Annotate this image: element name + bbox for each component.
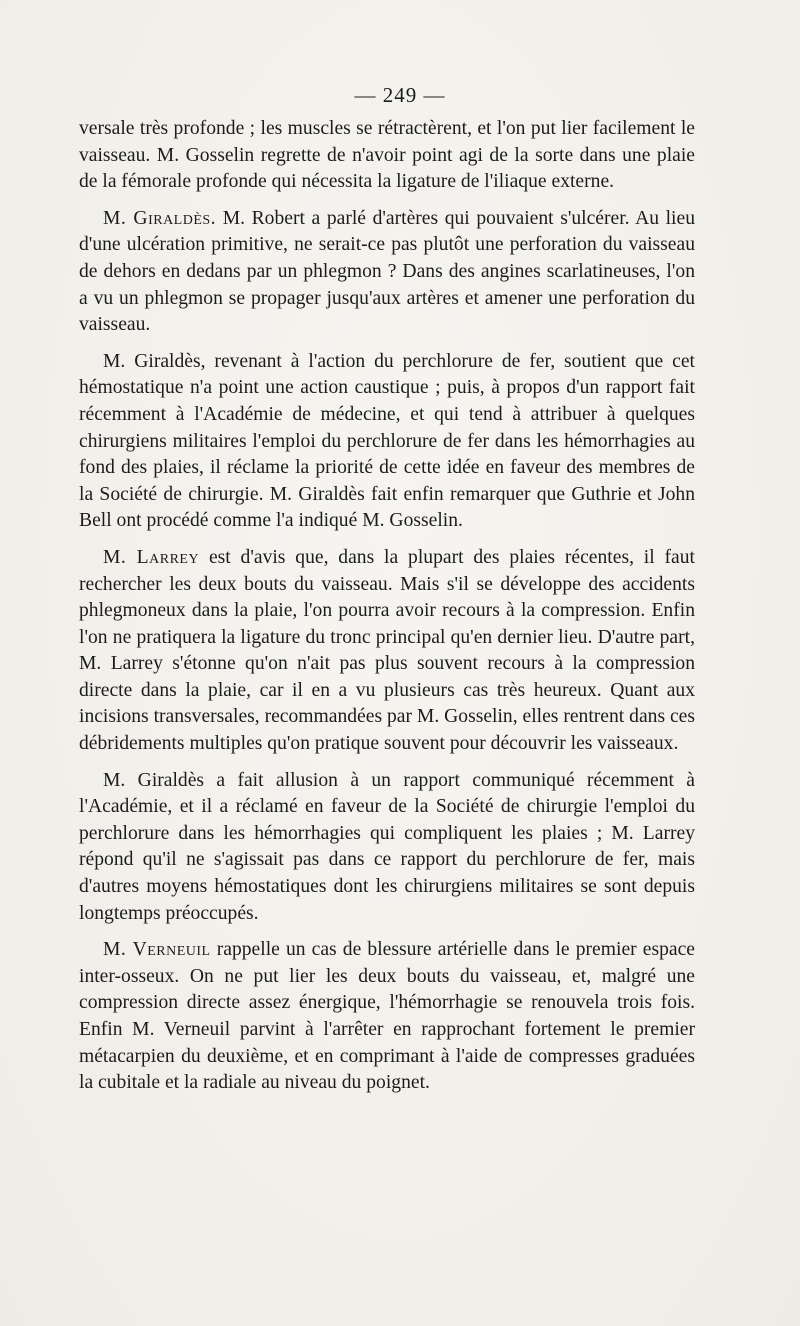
body-text [79,116,695,1107]
paragraph [79,206,695,339]
paragraph [79,116,695,196]
paragraph-text: M. Giraldès, revenant à l'action du perchlorure de fer, soutient que cet hémostatique n'a point une action caustique ; puis, à propos d'un rapport fait récemment à l'Académie de médecine, et qui tend à attribuer à quelques chirurgiens militaires l'emploi du perchlorure de fer dans les hémorrhagies au fond des plaies, il réclame la priorité de cette idée en faveur des membres de la Société de chirurgie. M. Giraldès fait enfin remarquer que Guthrie et John Bell ont procédé comme l'a indiqué M. Gosselin. [79,350,695,532]
speaker-name: M. Verneuil [103,939,211,961]
speaker-name: M. Giraldès. [103,207,217,229]
paragraph-text: est d'avis que, dans la plupart des plaies récentes, il faut rechercher les deux bouts du vaisseau. Mais s'il se développe des accidents phlegmoneux dans la plaie, l'on pourra avoir recours à la compression. Enfin l'on ne pratiquera la ligature du tronc principal qu'en dernier lieu. D'autre part, M. Larrey s'étonne qu'on n'ait pas plus souvent recours à la compression directe dans la plaie, car il en a vu plusieurs cas très heureux. Quant aux incisions transversales, recommandées par M. Gosselin, elles rentrent dans ces débridements multiples qu'on pratique souvent pour découvrir les vaisseaux. [79,546,695,755]
speaker-name: M. Larrey [103,546,200,568]
page-number: — 249 — [354,83,446,107]
paragraph [79,937,695,1097]
paragraph [79,545,695,758]
paragraph-text: M. Giraldès a fait allusion à un rapport communiqué récemment à l'Académie, et il a réclamé en faveur de la Société de chirurgie l'emploi du perchlorure dans les hémorrhagies qui compliquent les plaies ; M. Larrey répond qu'il ne s'agissait pas dans ce rapport du perchlorure de fer, mais d'autres moyens hémostatiques dont les chirurgiens militaires se sont depuis longtemps préoccupés. [79,769,695,924]
paragraph-text: versale très profonde ; les muscles se rétractèrent, et l'on put lier facilement le vaisseau. M. Gosselin regrette de n'avoir point agi de la sorte dans une plaie de la fémorale profonde qui nécessita la ligature de l'iliaque externe. [79,118,695,193]
paragraph [79,768,695,928]
paragraph [79,349,695,535]
paragraph-text: M. Robert a parlé d'artères qui pouvaient s'ulcérer. Au lieu d'une ulcération primitive, ne serait-ce pas plutôt une perforation du vaisseau de dehors en dedans par un phlegmon ? Dans des angines scarlatineuses, l'on a vu un phlegmon se propager jusqu'aux artères et amener une perforation du vaisseau. [79,207,695,336]
paragraph-text: rappelle un cas de blessure artérielle dans le premier espace inter-osseux. On ne put lier les deux bouts du vaisseau, et, malgré une compression directe assez énergique, l'hémorrhagie se renouvela trois fois. Enfin M. Verneuil parvint à l'arrêter en rapprochant fortement le premier métacarpien du deuxième, et en comprimant à l'aide de compresses graduées la cubitale et la radiale au niveau du poignet. [79,939,695,1094]
